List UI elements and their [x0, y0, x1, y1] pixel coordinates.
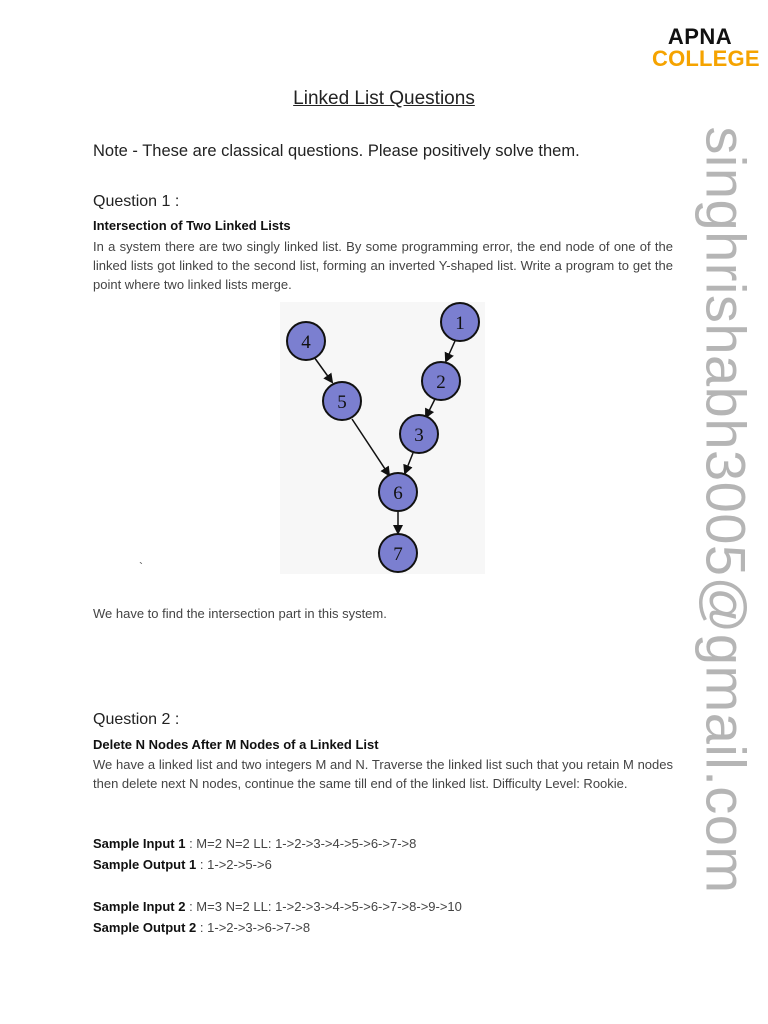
node-5: [323, 382, 361, 420]
node-label: 3: [414, 425, 424, 446]
watermark-text: singhrishabh3005@gmail.com: [694, 126, 758, 894]
logo-line-1: APNA: [667, 24, 733, 49]
logo-line-2: COLLEGE: [652, 46, 760, 71]
node-6: [379, 473, 417, 511]
sample-output-1: [93, 857, 272, 872]
linked-list-diagram: [280, 302, 485, 574]
sample-input-2: [93, 899, 462, 914]
node-4: [287, 322, 325, 360]
sample-value: : M=3 N=2 LL: 1->2->3->4->5->6->7->8->9->10: [185, 899, 462, 914]
question-1-subtitle: Intersection of Two Linked Lists: [93, 218, 291, 233]
sample-value: : 1->2->5->6: [196, 857, 272, 872]
question-2-subtitle: Delete N Nodes After M Nodes of a Linked List: [93, 737, 379, 752]
node-7: [379, 534, 417, 572]
sample-label: Sample Output 2: [93, 920, 197, 935]
note-text: Note - These are classical questions. Please positively solve them.: [93, 142, 580, 160]
question-2-heading: Question 2 :: [93, 711, 180, 728]
sample-value: : M=2 N=2 LL: 1->2->3->4->5->6->7->8: [185, 836, 417, 851]
page-title: Linked List Questions: [293, 88, 475, 109]
question-1-heading: Question 1 :: [93, 193, 180, 210]
question-2-description: We have a linked list and two integers M and N. Traverse the linked list such that you retain M nodes then delete next N nodes, continue the same till end of the linked list. Difficulty Level: Rookie.: [93, 757, 673, 791]
node-label: 1: [455, 313, 465, 334]
sample-label: Sample Input 1: [93, 836, 186, 851]
sample-label: Sample Input 2: [93, 899, 186, 914]
node-label: 7: [393, 544, 403, 565]
node-label: 4: [301, 332, 311, 353]
apna-college-logo: [652, 24, 760, 71]
node-2: [422, 362, 460, 400]
question-1-description: In a system there are two singly linked list. By some programming error, the end node of one of the linked lists got linked to the second list, forming an inverted Y-shaped list. Write a program to get the point where two linked lists merge.: [93, 239, 673, 292]
question-1-footer: We have to find the intersection part in this system.: [93, 606, 387, 621]
node-1: [441, 303, 479, 341]
node-label: 2: [436, 372, 446, 393]
stray-mark: `: [139, 560, 143, 574]
sample-input-1: [93, 836, 416, 851]
sample-label: Sample Output 1: [93, 857, 197, 872]
node-label: 5: [337, 392, 347, 413]
node-label: 6: [393, 483, 403, 504]
sample-output-2: [93, 920, 310, 935]
sample-value: : 1->2->3->6->7->8: [196, 920, 311, 935]
node-3: [400, 415, 438, 453]
